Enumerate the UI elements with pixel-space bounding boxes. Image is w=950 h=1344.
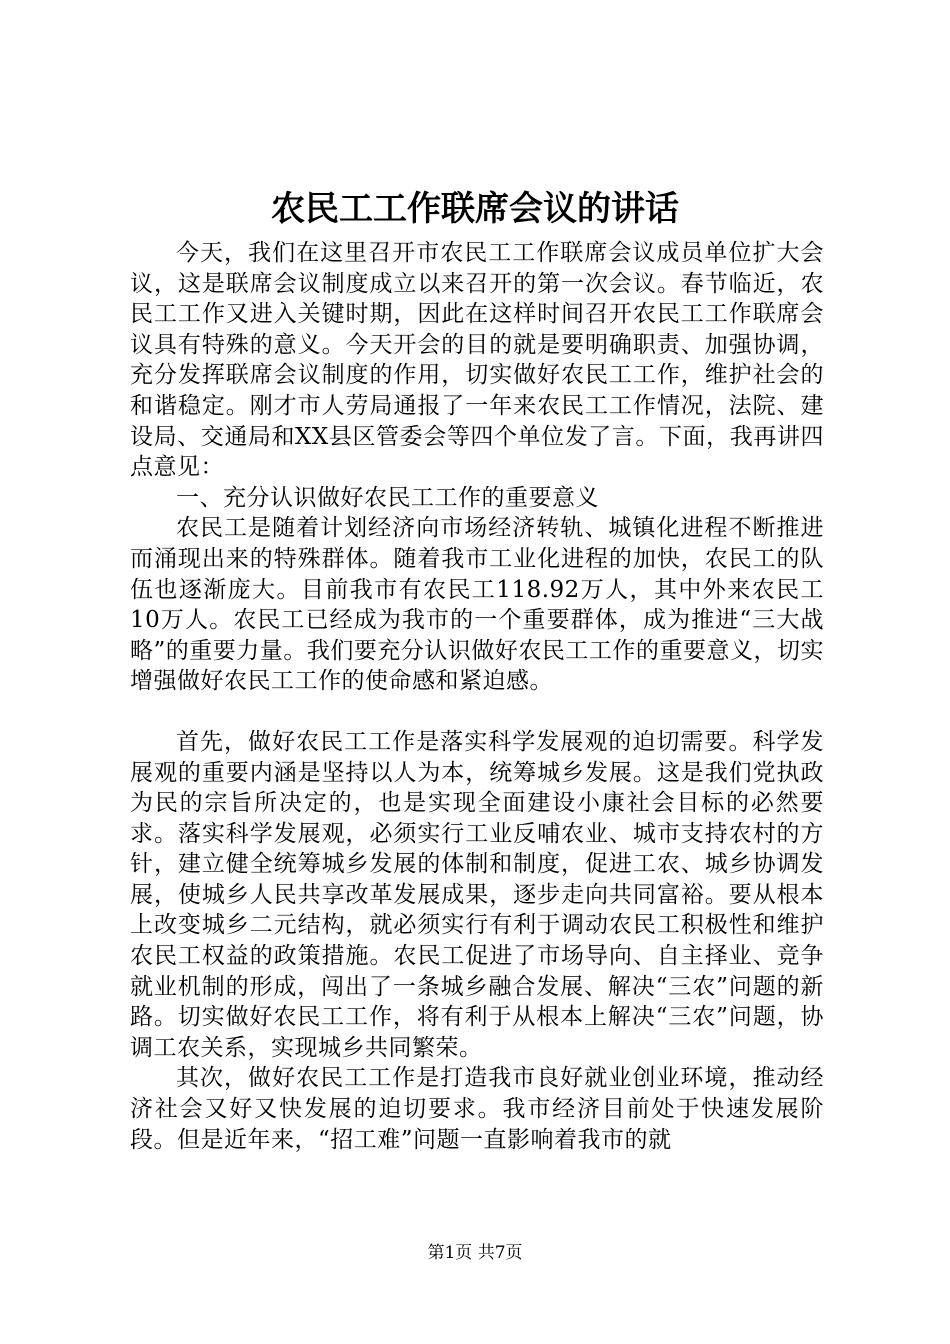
- paragraph-first-point: 首先，做好农民工工作是落实科学发展观的迫切需要。科学发展观的重要内涵是坚持以人为本，统筹城乡发展。这是我们党执政为民的宗旨所决定的，也是实现全面建设小康社会目标的必然要求。落实科学发展观，必须实行工业反哺农业、城市支持农村的方针，建立健全统筹城乡发展的体制和制度，促进工农、城乡协调发展，使城乡人民共享改革发展成果，逐步走向共同富裕。要从根本上改变城乡二元结构，就必须实行有利于调动农民工积极性和维护农民工权益的政策措施。农民工促进了市场导向、自主择业、竞争就业机制的形成，闯出了一条城乡融合发展、解决“三农”问题的新路。切实做好农民工工作，将有利于从根本上解决“三农”问题，协调工农关系，实现城乡共同繁荣。: [130, 728, 824, 1061]
- section-heading-1: 一、充分认识做好农民工工作的重要意义: [176, 484, 599, 511]
- page-number-footer: 第1页 共7页: [427, 1243, 523, 1263]
- paragraph-intro: 今天，我们在这里召开市农民工工作联席会议成员单位扩大会议，这是联席会议制度成立以来召开的第一次会议。春节临近，农民工工作又进入关键时期，因此在这样时间召开农民工工作联席会议具有特殊的意义。今天开会的目的就是要明确职责、加强协调，充分发挥联席会议制度的作用，切实做好农民工工作，维护社会的和谐稳定。刚才市人劳局通报了一年来农民工工作情况，法院、建设局、交通局和XX县区管委会等四个单位发了言。下面，我再讲四点意见：: [130, 240, 824, 481]
- document-body: [130, 238, 824, 1155]
- paragraph-second-point: 其次，做好农民工工作是打造我市良好就业创业环境，推动经济社会又好又快发展的迫切要求。我市经济目前处于快速发展阶段。但是近年来，“招工难”问题一直影响着我市的就: [130, 1065, 824, 1153]
- paragraph-migrant-workers: 农民工是随着计划经济向市场经济转轨、城镇化进程不断推进而涌现出来的特殊群体。随着我市工业化进程的加快，农民工的队伍也逐渐庞大。目前我市有农民工118.92万人，其中外来农民工10万人。农民工已经成为我市的一个重要群体，成为推进“三大战略”的重要力量。我们要充分认识做好农民工工作的重要意义，切实增强做好农民工工作的使命感和紧迫感。: [130, 515, 824, 695]
- document-title: 农民工工作联席会议的讲话: [271, 189, 679, 229]
